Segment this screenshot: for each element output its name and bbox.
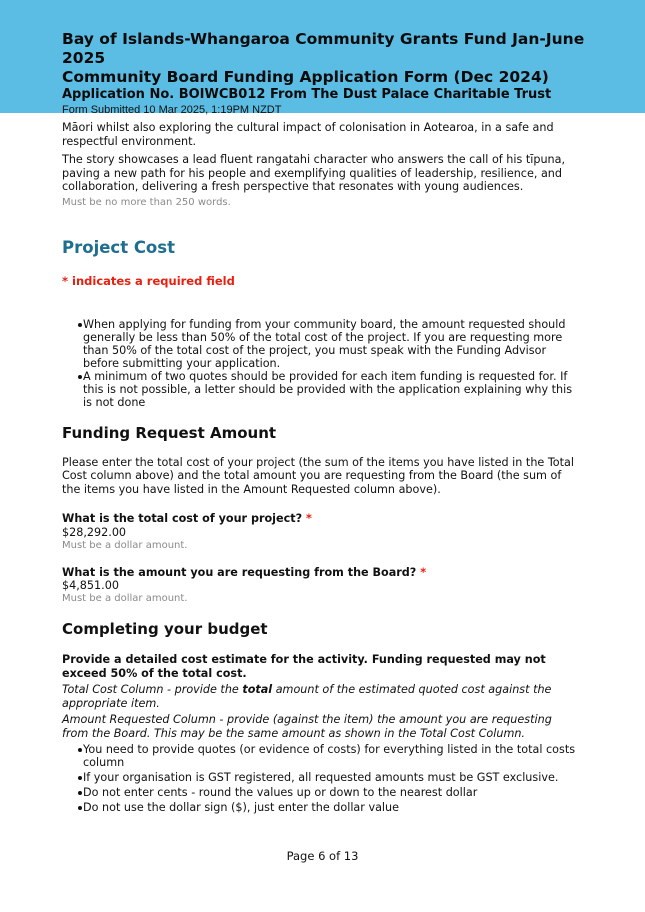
amount-requested-column-note: Amount Requested Column - provide (against the item) the amount you are requesting from the Board. This may be the same amount as shown in the Total Cost Column. [62,713,552,740]
list-item: A minimum of two quotes should be provided for each item funding is requested for. If this is not possible, a letter should be provided with the application explaining why this is not done [62,370,577,409]
bullet-icon [78,323,82,327]
required-star: * [420,565,427,579]
form-title-line1: Bay of Islands-Whangaroa Community Grants Fund Jan-June 2025 [62,30,585,67]
page-number: Page 6 of 13 [286,849,359,863]
dollar-amount-hint-1: Must be a dollar amount. [62,539,188,551]
project-cost-bullets [62,318,577,409]
bullet-icon [78,791,82,795]
bullet-icon [78,748,82,752]
section-title-project-cost: Project Cost [62,237,175,257]
list-item: When applying for funding from your community board, the amount requested should generally be less than 50% of the total cost of the project. If you are requesting more than 50% of the total cost of the project, you must speak with the Funding Advisor before submitting your application. [62,318,577,370]
intro-paragraph-1: Māori whilst also exploring the cultural impact of colonisation in Aotearoa, in a safe and respectful environment. [62,121,554,148]
budget-bullets [62,743,577,814]
question-total-cost-label: What is the total cost of your project? * [62,512,312,525]
bullet-icon [78,806,82,810]
budget-intro-bold: Provide a detailed cost estimate for the activity. Funding requested may not exceed 50% of the total cost. [62,653,546,680]
submission-timestamp: Form Submitted 10 Mar 2025, 1:19PM NZDT [62,104,282,116]
bullet-icon [78,375,82,379]
form-content [62,121,577,814]
answer-amount-requested: $4,851.00 [62,579,119,592]
list-item: Do not enter cents - round the values up or down to the nearest dollar [62,786,577,799]
dollar-amount-hint-2: Must be a dollar amount. [62,593,188,604]
bullet-icon [78,776,82,780]
form-title-line2: Community Board Funding Application Form (Dec 2024) [62,68,549,86]
answer-total-cost: $28,292.00 [62,525,127,539]
question-amount-requested-label: What is the amount you are requesting from the Board? * [62,565,427,579]
list-item: You need to provide quotes (or evidence of costs) for everything listed in the total costs column [62,743,577,769]
funding-request-description: Please enter the total cost of your project (the sum of the items you have listed in the Total Cost column above) and the total amount you are requesting from the Board (the sum of the items you have listed in the Amount Requested column above). [62,455,574,496]
required-field-note: * indicates a required field [62,273,235,288]
section-title-funding-request: Funding Request Amount [62,423,277,442]
total-cost-column-note: Total Cost Column - provide the total amount of the estimated quoted cost against the appropriate item. [62,683,552,710]
page-header [0,0,645,116]
required-star: * [305,512,312,525]
word-limit-hint: Must be no more than 250 words. [62,196,231,208]
list-item: Do not use the dollar sign ($), just enter the dollar value [62,801,577,814]
application-number: Application No. BOIWCB012 From The Dust Palace Charitable Trust [62,87,552,102]
section-title-budget: Completing your budget [62,620,268,638]
intro-paragraph-2: The story showcases a lead fluent rangatahi character who answers the call of his tīpuna, paving a new path for his people and exemplifying qualities of leadership, resilience, and collaboration, delivering a fresh perspective that resonates with young audiences. [62,153,566,193]
list-item: If your organisation is GST registered, all requested amounts must be GST exclusive. [62,771,577,784]
